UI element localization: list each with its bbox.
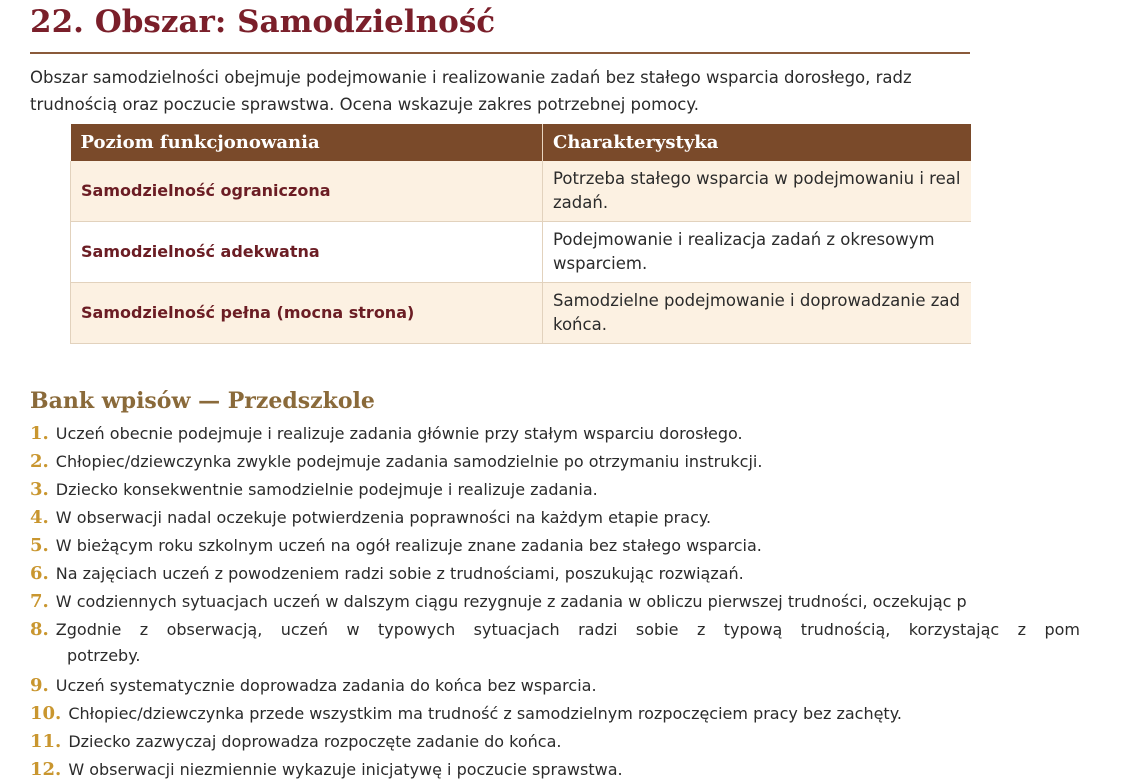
table-row xyxy=(71,222,971,283)
item-text: Dziecko konsekwentnie samodzielnie podejmuje i realizuje zadania. xyxy=(55,480,598,499)
description-line: Podejmowanie i realizacja zadań z okresowym xyxy=(553,230,935,249)
item-text: Zgodnie z obserwacją, uczeń w typowych sytuacjach radzi sobie z typową trudnością, korzystając z pom xyxy=(55,620,1080,639)
item-number: 8. xyxy=(30,619,49,640)
item-number: 2. xyxy=(30,451,49,472)
description-line: końca. xyxy=(553,315,607,334)
item-number: 9. xyxy=(30,675,49,696)
list-item xyxy=(30,728,1130,756)
item-number: 10. xyxy=(30,703,62,724)
list-item xyxy=(30,560,1130,588)
item-text: Uczeń systematycznie doprowadza zadania do końca bez wsparcia. xyxy=(55,676,597,695)
intro-line-1: Obszar samodzielności obejmuje podejmowanie i realizowanie zadań bez stałego wsparcia dorosłego, radz xyxy=(30,68,912,87)
item-text: W bieżącym roku szkolnym uczeń na ogół realizuje znane zadania bez stałego wsparcia. xyxy=(55,536,762,555)
level-description xyxy=(543,161,971,222)
item-number: 12. xyxy=(30,759,62,780)
item-number: 7. xyxy=(30,591,49,612)
list-item xyxy=(30,700,1130,728)
list-item xyxy=(30,616,1080,668)
item-text: Dziecko zazwyczaj doprowadza rozpoczęte zadanie do końca. xyxy=(68,732,562,751)
title-divider xyxy=(30,52,970,54)
item-text: Uczeń obecnie podejmuje i realizuje zadania głównie przy stałym wsparciu dorosłego. xyxy=(55,424,743,443)
page-title: 22. Obszar: Samodzielność xyxy=(30,4,496,40)
list-item xyxy=(30,588,1130,616)
description-line: Potrzeba stałego wsparcia w podejmowaniu i real xyxy=(553,169,961,188)
level-name: Samodzielność pełna (mocna strona) xyxy=(71,283,543,344)
list-item xyxy=(30,532,1130,560)
entries-list xyxy=(30,420,1130,784)
description-line: Samodzielne podejmowanie i doprowadzanie zad xyxy=(553,291,960,310)
list-item xyxy=(30,476,1130,504)
list-item xyxy=(30,504,1130,532)
list-item xyxy=(30,420,1130,448)
item-text: Chłopiec/dziewczynka przede wszystkim ma trudność z samodzielnym rozpoczęciem pracy bez zachęty. xyxy=(68,704,902,723)
list-item xyxy=(30,672,1130,700)
item-text: Chłopiec/dziewczynka zwykle podejmuje zadania samodzielnie po otrzymaniu instrukcji. xyxy=(55,452,763,471)
description-line: zadań. xyxy=(553,193,609,212)
item-text: W obserwacji niezmiennie wykazuje inicjatywę i poczucie sprawstwa. xyxy=(68,760,623,779)
table-header-row xyxy=(71,124,971,161)
list-item xyxy=(30,448,1130,476)
level-name: Samodzielność ograniczona xyxy=(71,161,543,222)
level-description xyxy=(543,222,971,283)
item-number: 1. xyxy=(30,423,49,444)
list-item xyxy=(30,756,1130,784)
table-row xyxy=(71,161,971,222)
description-line: wsparciem. xyxy=(553,254,648,273)
table-header-characteristic: Charakterystyka xyxy=(543,124,971,161)
table-row xyxy=(71,283,971,344)
table-header-level: Poziom funkcjonowania xyxy=(71,124,543,161)
item-line xyxy=(30,616,1080,644)
bank-heading: Bank wpisów — Przedszkole xyxy=(30,388,375,414)
level-description xyxy=(543,283,971,344)
item-text: W obserwacji nadal oczekuje potwierdzenia poprawności na każdym etapie pracy. xyxy=(55,508,712,527)
intro-paragraph xyxy=(30,64,1030,118)
item-number: 4. xyxy=(30,507,49,528)
item-text-continuation: potrzeby. xyxy=(67,646,141,665)
item-number: 11. xyxy=(30,731,62,752)
item-text: Na zajęciach uczeń z powodzeniem radzi sobie z trudnościami, poszukując rozwiązań. xyxy=(55,564,744,583)
levels-table xyxy=(70,124,971,344)
item-number: 5. xyxy=(30,535,49,556)
level-name: Samodzielność adekwatna xyxy=(71,222,543,283)
intro-line-2: trudnością oraz poczucie sprawstwa. Ocena wskazuje zakres potrzebnej pomocy. xyxy=(30,95,700,114)
item-number: 3. xyxy=(30,479,49,500)
item-text: W codziennych sytuacjach uczeń w dalszym ciągu rezygnuje z zadania w obliczu pierwszej trudności, oczekując p xyxy=(55,592,967,611)
item-number: 6. xyxy=(30,563,49,584)
